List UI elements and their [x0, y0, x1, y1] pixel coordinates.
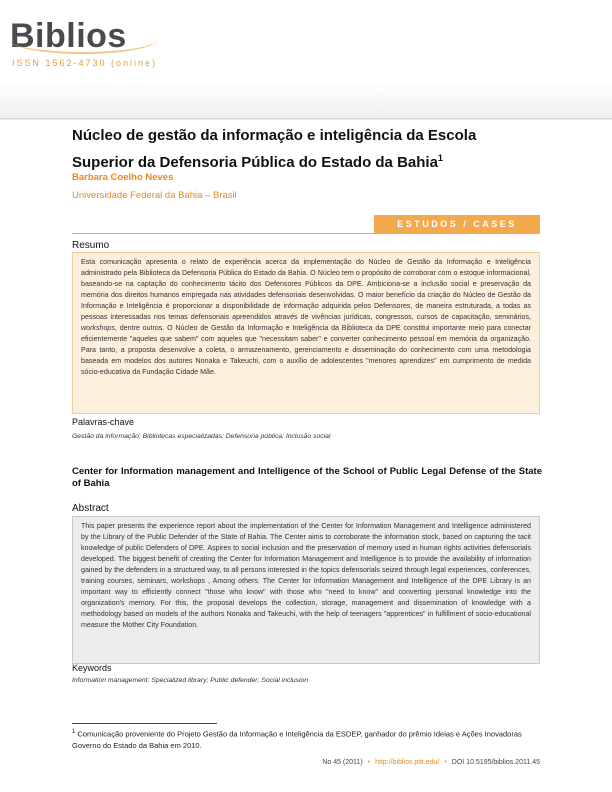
- footnote-text: Comunicação proveniente do Projeto Gestão da Informação e Inteligência da ESDEP, ganhador do prêmio Ideias e Ações Inovadoras Governo do Estado da Bahia em 2010.: [72, 729, 522, 750]
- english-title: Center for Information management and Intelligence of the School of Public Legal Defense of the State of Bahia: [72, 466, 542, 489]
- header-divider: [0, 118, 612, 119]
- resumo-text-2: , dentre outros. O Núcleo de Gestão da Informação e Inteligência da Biblioteca da DPE constitui importante meio para conectar eficientemente "aqueles que sabem" com aqueles que "necessitam saber" e converter conhecimento pessoal em memória da organização. Para tanto, a proposta desenvolve a coleta, o armazenamento, gerenciamento e disseminação do conhecimento com uma metodologia baseada em modelos dos autores Nonaka e Takeuchi, com o auxílio de adolescentes "menores aprendizes" em cumprimento de medida sócio-educativa da Fundação Cidade Mãe.: [81, 324, 531, 376]
- footnote-marker: 1: [72, 729, 76, 735]
- separator-dot: •: [367, 759, 371, 766]
- page-footer: [322, 759, 540, 766]
- author: Barbara Coelho Neves: [72, 172, 174, 183]
- journal-logo: [10, 18, 127, 54]
- footnote-rule: [72, 723, 217, 724]
- section-label: ESTUDOS / CASES: [374, 215, 540, 233]
- keywords: Information management; Specialized library; Public defender; Social inclusion: [72, 677, 309, 684]
- logo-swoosh: [8, 24, 158, 54]
- palavras-chave: Gestão da informação; Bibliotecas especializadas; Defensoria pública; Inclusão social: [72, 433, 331, 440]
- abstract-box: This paper presents the experience report about the implementation of the Center for Information Management and Intelligence administered by the Library of the Public Defender of the State of Bahia. The Center aims to corroborate the information stock, based on capturing the tacit knowledge of public Defenders of DPE. Aspires to social inclusion and the preservation of memory used in human rights activities defensorials developed. The biggest benefit of creating the Center for Information Management and Intelligence is to provide the availability of information gained by the defenders in a structured way, to all persons interested in the topics defensorials seized through legal experiences, conferences, training courses, seminars, workshops , Among others. The Center for Information Management and Intelligence of the DPE Library is an important way to efficiently connect "those who know" with those who "need to know" and converting personal knowledge into the organization's memory. For this, the proposal develops the collection, storage, management and dissemination of knowledge with a methodology based on models of the authors Nonaka and Takeuchi, with the help of teenagers "apprentices" in fulfillment of socio-educational measure the Mother City Foundation.: [72, 516, 540, 664]
- title-footnote-ref[interactable]: 1: [437, 153, 443, 163]
- resumo-italic: workshops: [81, 324, 115, 332]
- header-band: [0, 80, 612, 120]
- resumo-heading: Resumo: [72, 240, 110, 251]
- article-title-text: Núcleo de gestão da informação e inteligência da Escola Superior da Defensoria Pública do Estado da Bahia: [72, 127, 477, 171]
- footnote: [72, 727, 542, 751]
- issue-number: No 45 (2011): [322, 759, 363, 766]
- resumo-text-1: Esta comunicação apresenta o relato de experiência acerca da implementação do Núcleo de Gestão da Informação e Inteligência administrado pela Biblioteca da Defensoria Pública do Estado da Bahia. O Núcleo tem o propósito de corroborar com o estoque informacional, baseando-se na captação do conhecimento tácito dos Defensores Públicos da DPE. Ambiciona-se a inclusão social e preservação da memória dos direitos humanos empregada nas atividades defensoriais desenvolvidas. O maior benefício da criação do Núcleo de Gestão da Informação e Inteligência é proporcionar a disponibilidade de informação adquirida pelos Defensores, de maneira estruturada, a todas as pessoas interessadas nos temas defensoriais apreendidos através de vivências jurídicas, congressos, cursos de capacitação, seminários,: [81, 258, 531, 321]
- palavras-chave-heading: Palavras-chave: [72, 417, 135, 427]
- resumo-box: [72, 252, 540, 414]
- doi[interactable]: DOI 10.5195/biblios.2011.45: [451, 759, 540, 766]
- affiliation: Universidade Federal da Bahia – Brasil: [72, 190, 237, 201]
- separator-dot: •: [444, 759, 447, 766]
- section-divider: [72, 233, 540, 234]
- journal-name: Biblios: [10, 17, 127, 55]
- abstract-heading: Abstract: [72, 503, 109, 514]
- article-title: [72, 125, 532, 174]
- keywords-heading: Keywords: [72, 663, 112, 673]
- issn: ISSN 1562-4730 (online): [12, 58, 158, 68]
- journal-url[interactable]: http://biblios.pitt.edu/: [375, 759, 440, 766]
